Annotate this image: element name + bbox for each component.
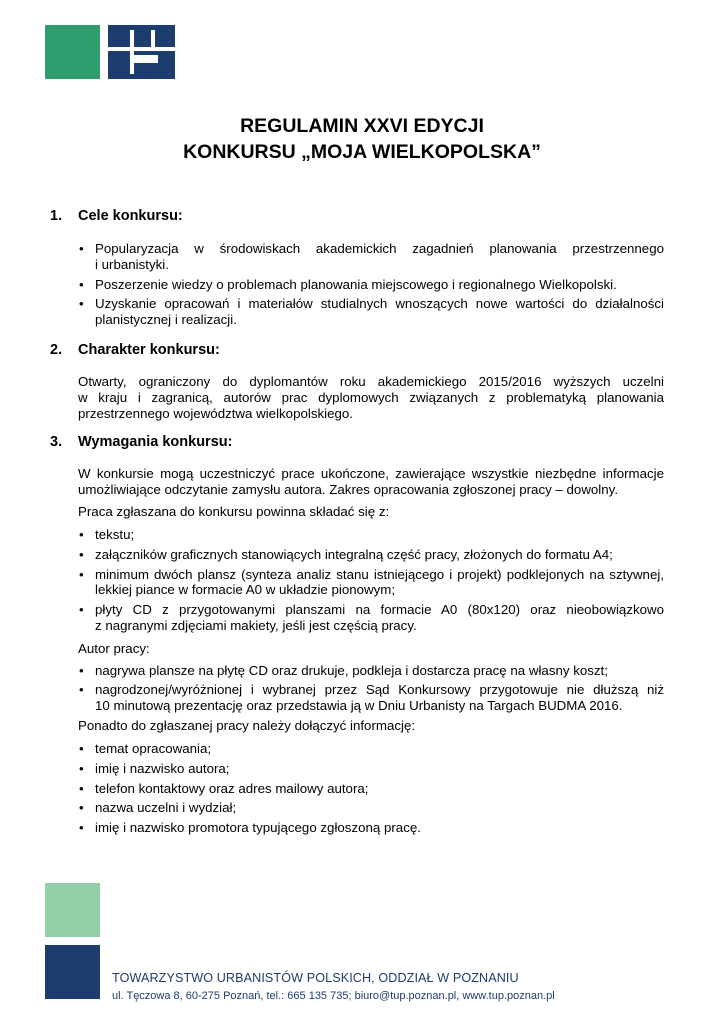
list-item: • płyty CD z przygotowanymi planszami na formacie A0 (80x120) oraz nieobowiązkowo z nagranymi zdjęciami makiety, jeśli jest częścią pracy.: [78, 602, 664, 634]
goals-list: [78, 241, 664, 328]
list-item: • temat opracowania;: [78, 741, 664, 757]
document-title-line-2: KONKURSU „MOJA WIELKOPOLSKA”: [183, 141, 541, 163]
list-item: • imię i nazwisko autora;: [78, 761, 664, 777]
info-list: [78, 741, 664, 836]
list-item: • tekstu;: [78, 527, 664, 543]
list-item: • Uzyskanie opracowań i materiałów studialnych wnoszących nowe wartości do działalności planistycznej i realizacji.: [78, 296, 664, 328]
list-item: • nagrodzonej/wyróżnionej i wybranej przez Sąd Konkursowy przygotowuje nie dłuższą niż 10 minutową prezentację oraz przedstawia ją w Dniu Urbanisty na Targach BUDMA 2016.: [78, 682, 664, 714]
footer-organization: TOWARZYSTWO URBANISTÓW POLSKICH, ODDZIAŁ W POZNANIU: [112, 971, 519, 985]
document-title-line-1: REGULAMIN XXVI EDYCJI: [240, 115, 484, 137]
section-1-heading: [50, 208, 183, 224]
footer-green-square: [45, 883, 100, 937]
list-item: • telefon kontaktowy oraz adres mailowy autora;: [78, 781, 664, 797]
section-number: 1.: [50, 208, 63, 224]
tup-logo-icon: [108, 25, 175, 79]
section-3-heading: [50, 434, 232, 450]
list-item: • załączników graficznych stanowiących integralną część pracy, złożonych do formatu A4;: [78, 547, 664, 563]
list-item: • Poszerzenie wiedzy o problemach planowania miejscowego i regionalnego Wielkopolski.: [78, 277, 664, 293]
author-duties-list: [78, 663, 664, 713]
character-paragraph: Otwarty, ograniczony do dyplomantów roku akademickiego 2015/2016 wyższych uczelni w kraju i zagranicą, autorów prac dyplomowych związanych z problematyką planowania przestrzennego województwa wielkopolskiego.: [78, 374, 664, 421]
list-item: • minimum dwóch plansz (synteza analiz stanu istniejącego i projekt) podklejonych na sztywnej, lekkiej piance w formacie A0 w układzie pionowym;: [78, 567, 664, 599]
section-number: 3.: [50, 434, 63, 450]
list-item: • nazwa uczelni i wydział;: [78, 800, 664, 816]
section-title: Charakter konkursu:: [78, 342, 220, 358]
section-title: Cele konkursu:: [78, 208, 183, 224]
work-list-lead: Praca zgłaszana do konkursu powinna składać się z:: [78, 504, 390, 519]
section-title: Wymagania konkursu:: [78, 434, 233, 450]
section-number: 2.: [50, 342, 63, 358]
list-item: • Popularyzacja w środowiskach akademickich zagadnień planowania przestrzennego i urbanistyki.: [78, 241, 664, 273]
footer-address: ul. Tęczowa 8, 60-275 Poznań, tel.: 665 135 735; biuro@tup.poznan.pl, www.tup.poznan.pl: [112, 990, 555, 1002]
author-list-lead: Autor pracy:: [78, 641, 150, 656]
list-item: • imię i nazwisko promotora typującego zgłoszoną pracę.: [78, 820, 664, 836]
logo-green-square: [45, 25, 100, 79]
info-list-lead: Ponadto do zgłaszanej pracy należy dołączyć informację:: [78, 718, 416, 733]
work-components-list: [78, 527, 664, 634]
requirements-intro: W konkursie mogą uczestniczyć prace ukończone, zawierające wszystkie niezbędne informacje umożliwiające odczytanie zamysłu autora. Zakres opracowania zgłoszonej pracy – dowolny.: [78, 466, 664, 497]
footer-blue-square: [45, 945, 100, 999]
section-2-heading: [50, 342, 220, 358]
list-item: • nagrywa plansze na płytę CD oraz drukuje, podkleja i dostarcza pracę na własny koszt;: [78, 663, 664, 679]
